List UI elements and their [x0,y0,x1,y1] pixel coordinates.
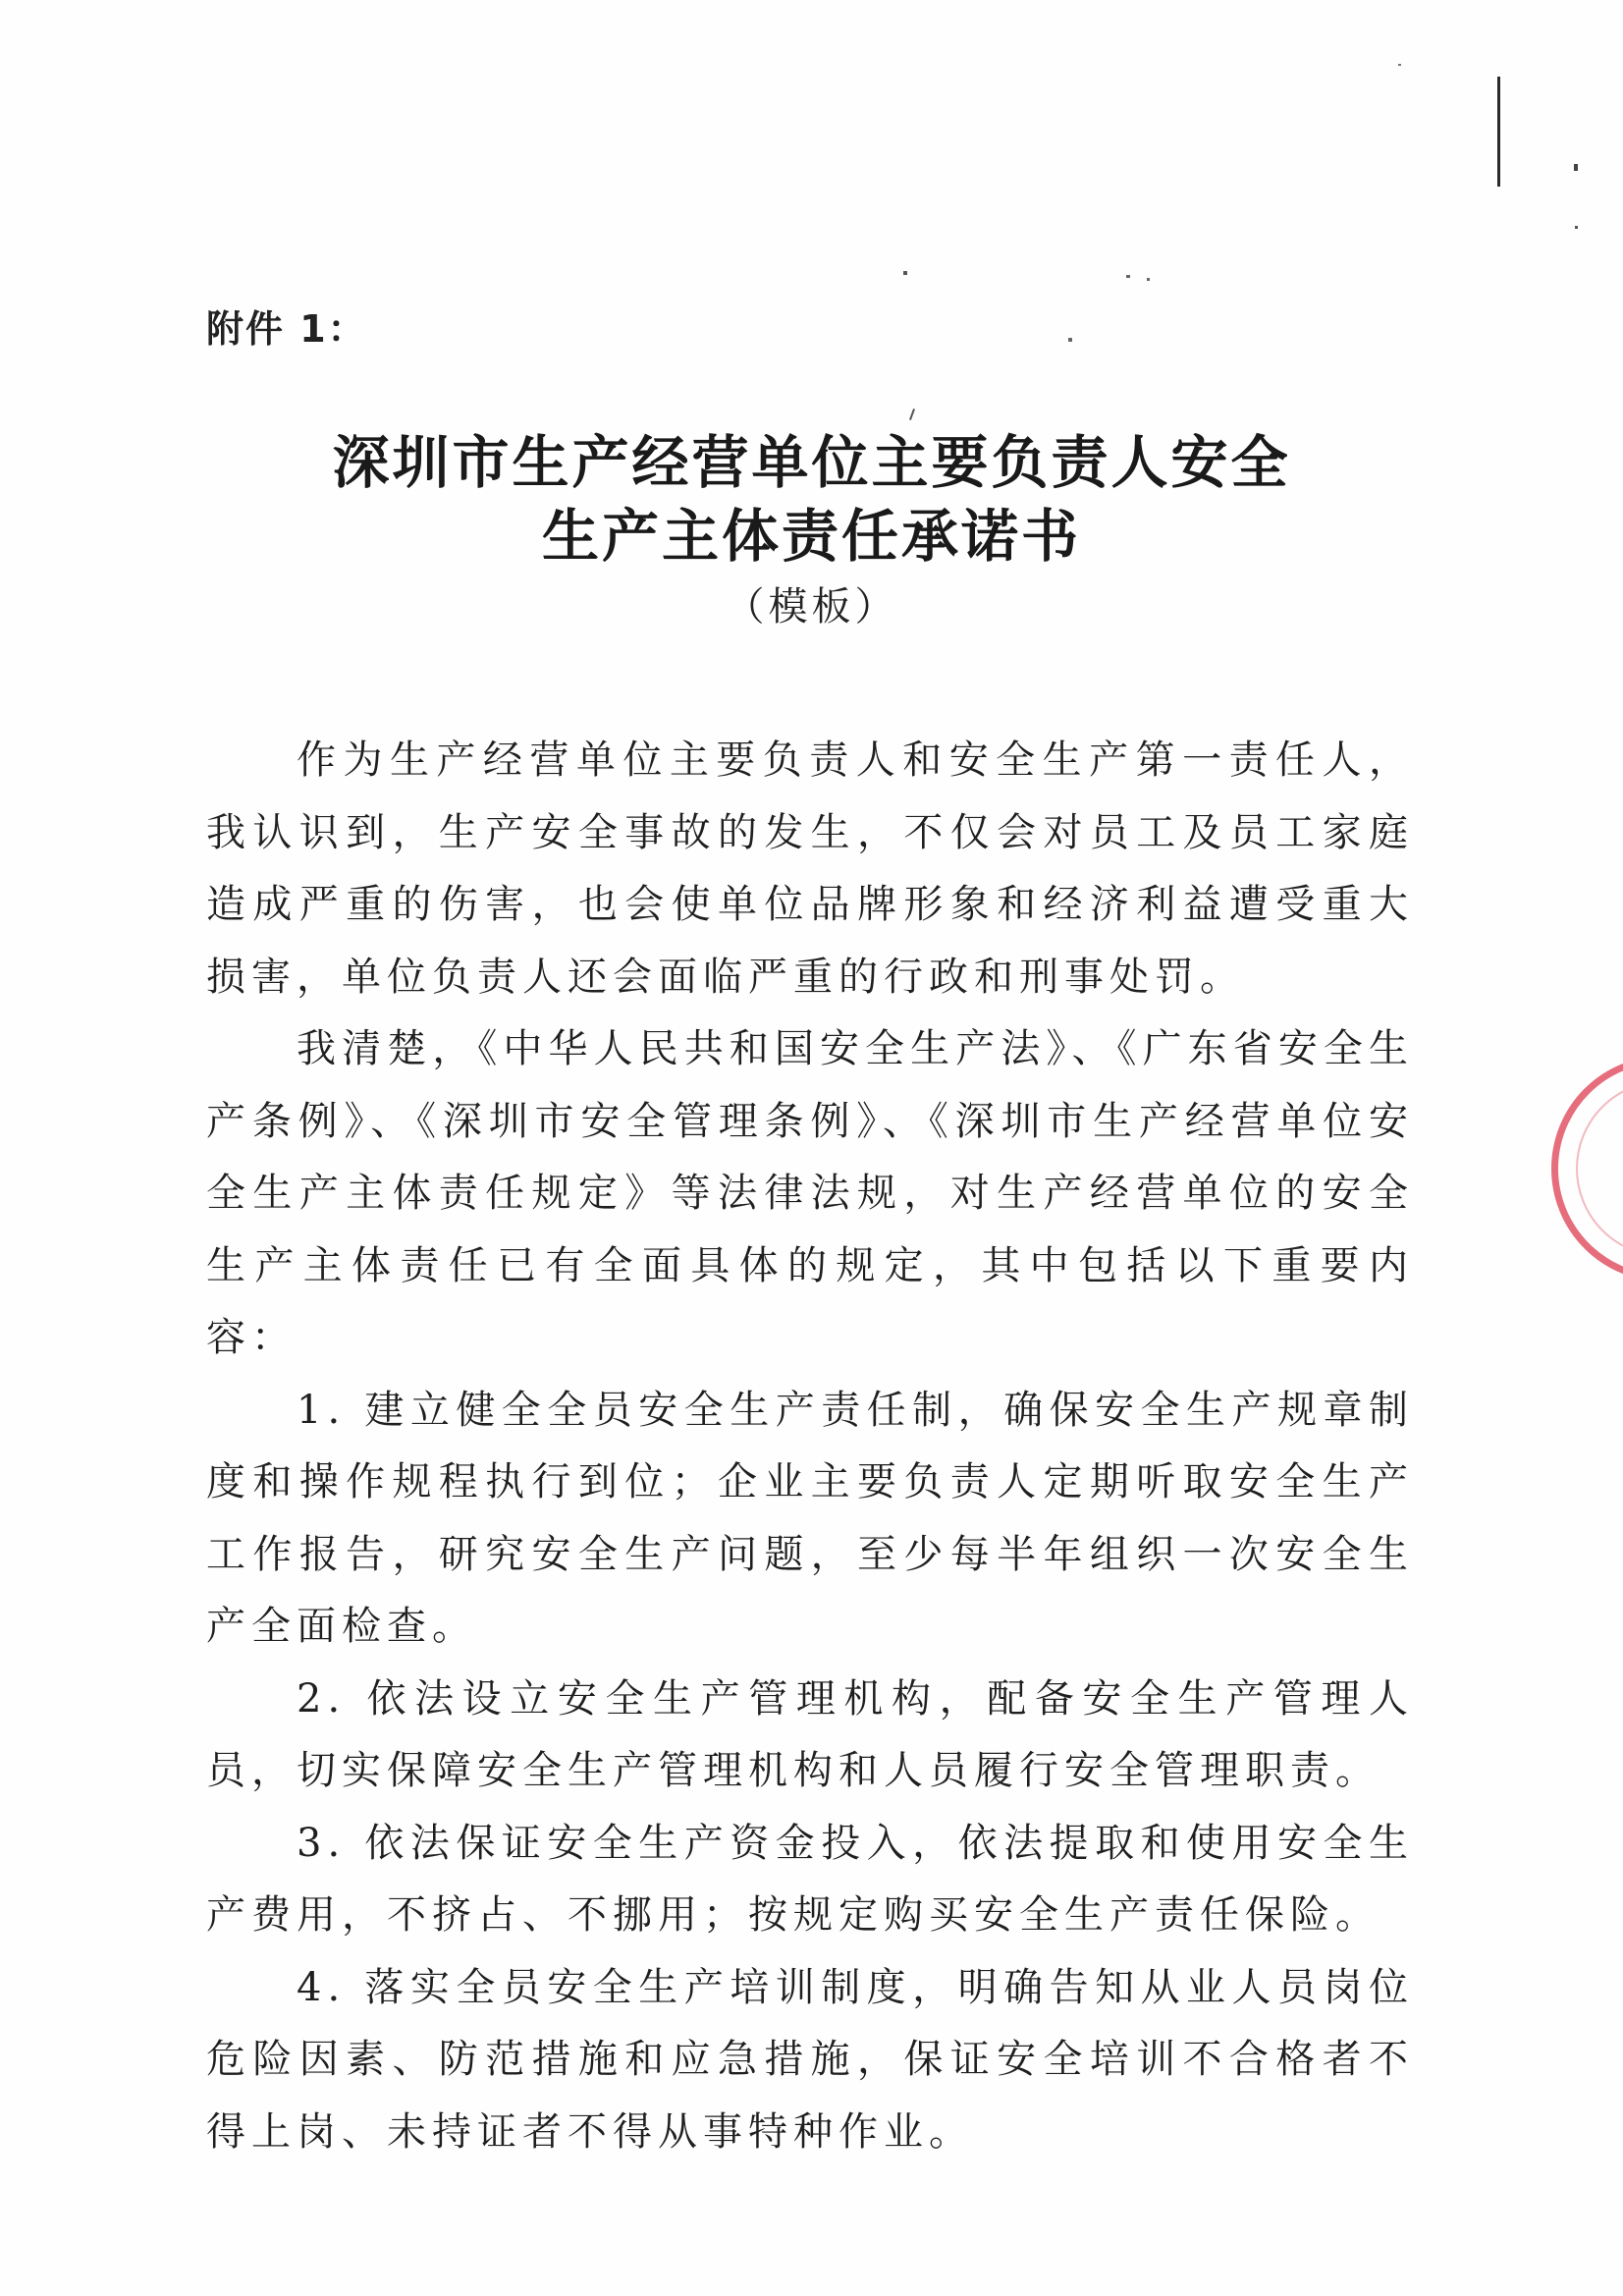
scan-speck [1574,164,1578,171]
scan-speck [1068,338,1072,342]
document-title-line-1: 深圳市生产经营单位主要负责人安全 [332,429,1291,496]
official-seal-stamp [1551,1056,1623,1282]
paragraph-item-2: 2. 依法设立安全生产管理机构，配备安全生产管理人员，切实保障安全生产管理机构和人员履行安全管理职责。 [206,1675,1414,1793]
paragraph-item-1: 1. 建立健全全员安全生产责任制，确保安全生产规章制度和操作规程执行到位；企业主要负责人定期听取安全生产工作报告，研究安全生产问题，至少每半年组织一次安全生产全面检查。 [206,1387,1414,1649]
paragraph-item-3: 3. 依法保证安全生产资金投入，依法提取和使用安全生产费用，不挤占、不挪用；按规定购买安全生产责任保险。 [206,1820,1414,1938]
attachment-label: 附件 1： [206,307,367,351]
scan-speck [903,271,907,275]
paragraph-item-4: 4. 落实全员安全生产培训制度，明确告知从业人员岗位危险因素、防范措施和应急措施，保证安全培训不合格者不得上岗、未持证者不得从事特种作业。 [206,1964,1414,2155]
scan-speck [1126,275,1130,278]
document-body [206,725,1414,2168]
scan-speck [1147,278,1150,281]
official-seal-inner-ring [1576,1080,1623,1257]
paragraph-intro: 作为生产经营单位主要负责人和安全生产第一责任人，我认识到，生产安全事故的发生，不仅会对员工及员工家庭造成严重的伤害，也会使单位品牌形象和经济利益遭受重大损害，单位负责人还会面临严重的行政和刑事处罚。 [206,738,1414,1000]
scan-mark-line [1497,77,1500,187]
scan-speck [909,409,915,420]
document-title-line-2: 生产主体责任承诺书 [541,503,1081,570]
document-subtitle: （模板） [725,584,898,629]
scan-speck [1575,226,1578,229]
paragraph-laws: 我清楚，《中华人民共和国安全生产法》、《广东省安全生产条例》、《深圳市安全管理条例》、《深圳市生产经营单位安全生产主体责任规定》等法律法规，对生产经营单位的安全生产主体责任已有全面具体的规定，其中包括以下重要内容： [206,1026,1414,1360]
scan-speck [1398,64,1401,66]
